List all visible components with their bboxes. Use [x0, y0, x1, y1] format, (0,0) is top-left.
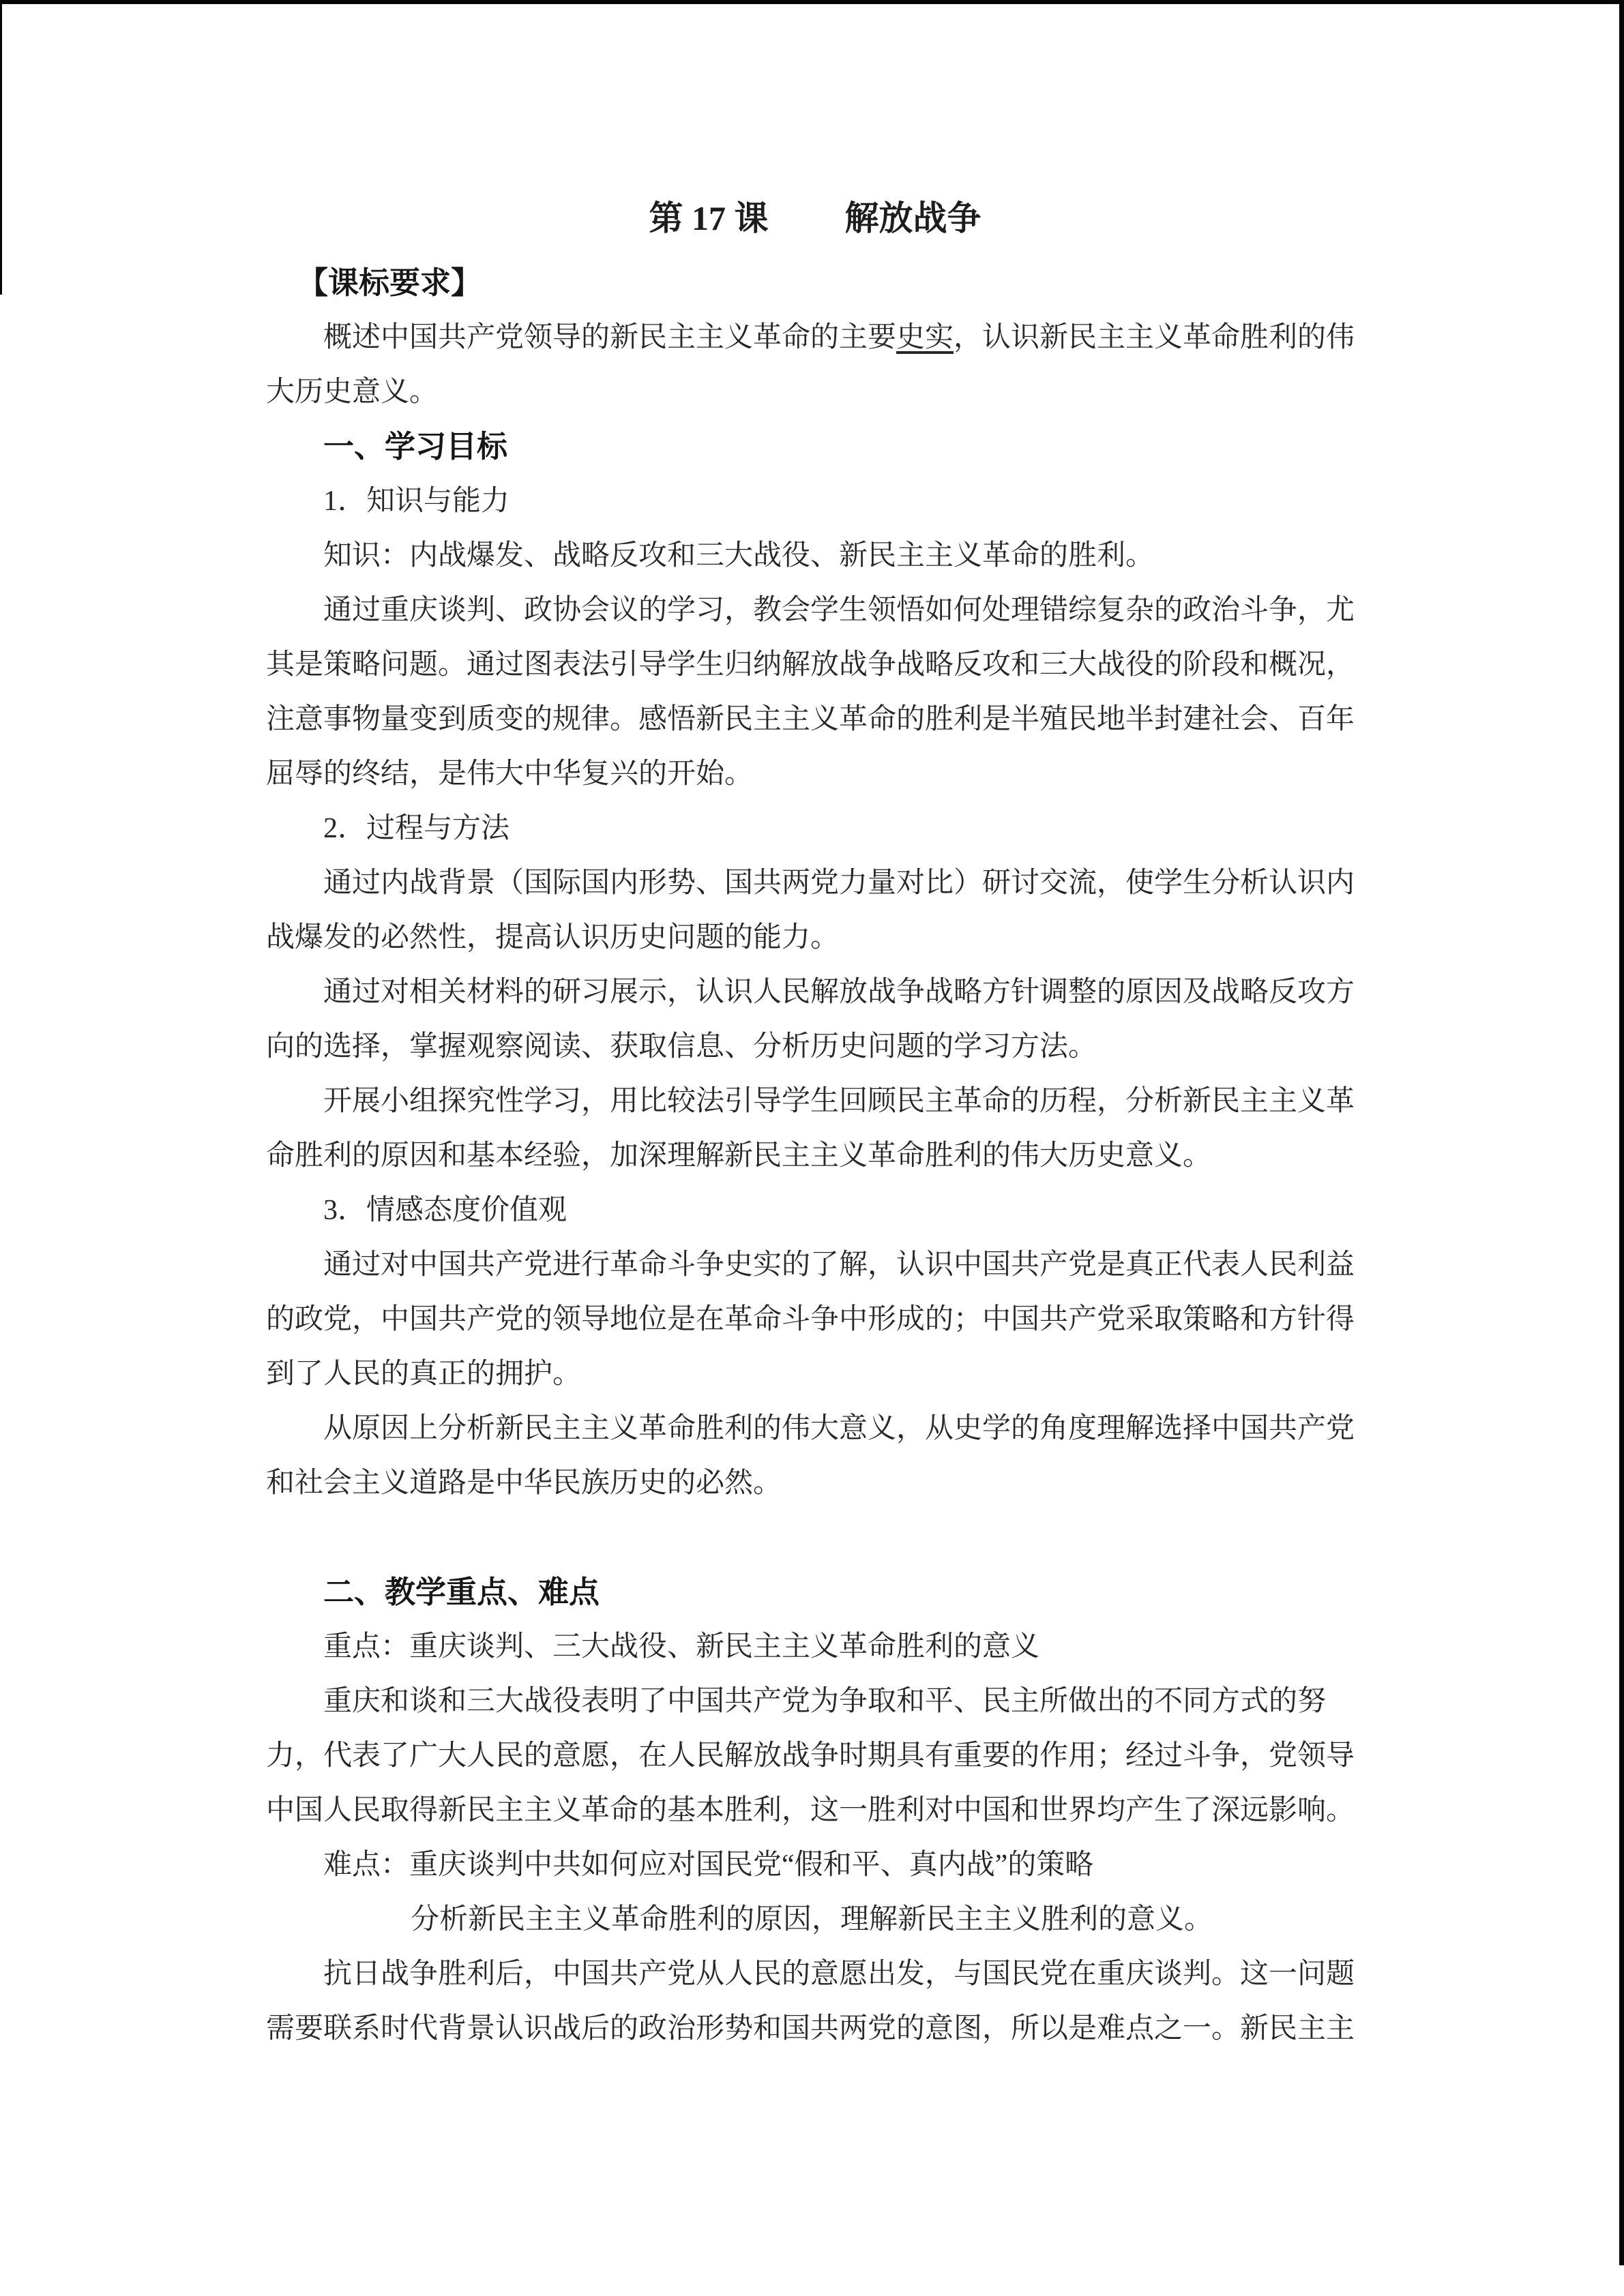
intro-paragraph-line-1: [266, 310, 1364, 365]
paragraph-line: 通过对中国共产党进行革命斗争史实的了解，认识中国共产党是真正代表人民利益: [323, 1249, 1355, 1281]
paragraph-line: 命胜利的原因和基本经验，加深理解新民主主义革命胜利的伟大历史意义。: [266, 1140, 1212, 1172]
intro-underlined-term: 史实: [896, 322, 954, 353]
scan-right-border: [1619, 0, 1624, 2265]
paragraph-line: 知识：内战爆发、战略反攻和三大战役、新民主主义革命的胜利。: [323, 540, 1155, 571]
intro-segment-2: ，认识新民主主义革命胜利的伟: [954, 322, 1355, 353]
paragraph-line: 中国人民取得新民主主义革命的基本胜利，这一胜利对中国和世界均产生了深远影响。: [266, 1795, 1355, 1826]
paragraph-line: 力，代表了广大人民的意愿，在人民解放战争时期具有重要的作用；经过斗争，党领导: [266, 1740, 1355, 1772]
scan-left-border: [0, 0, 2, 295]
paragraph-line: 和社会主义道路是中华民族历史的必然。: [266, 1467, 782, 1499]
intro-paragraph-line-2: 大历史意义。: [266, 376, 439, 408]
paragraph-line: 的政党，中国共产党的领导地位是在革命斗争中形成的；中国共产党采取策略和方针得: [266, 1304, 1355, 1335]
paragraph-line: 注意事物量变到质变的规律。感悟新民主主义革命的胜利是半殖民地半封建社会、百年: [266, 704, 1355, 735]
difficulty-line: 难点：重庆谈判中共如何应对国民党“假和平、真内战”的策略: [323, 1849, 1094, 1881]
paragraph-line: 开展小组探究性学习，用比较法引导学生回顾民主革命的历程，分析新民主主义革: [323, 1086, 1355, 1117]
focus-line: 重点：重庆谈判、三大战役、新民主主义革命胜利的意义: [323, 1631, 1040, 1663]
section-heading-learning-goals: 一、学习目标: [323, 430, 508, 464]
paragraph-line: 重庆和谈和三大战役表明了中国共产党为争取和平、民主所做出的不同方式的努: [323, 1686, 1327, 1717]
paragraph-line: 战爆发的必然性，提高认识历史问题的能力。: [266, 922, 840, 953]
section-heading-teaching-focus-difficulty: 二、教学重点、难点: [323, 1575, 600, 1609]
paragraph-line: 其是策略问题。通过图表法引导学生归纳解放战争战略反攻和三大战役的阶段和概况，: [266, 649, 1355, 681]
subheading-process-method: 2．过程与方法: [323, 813, 510, 844]
subheading-emotion-attitude-values: 3．情感态度价值观: [323, 1195, 567, 1226]
section-heading-curriculum-requirements: 【课标要求】: [297, 266, 482, 300]
paragraph-line: 通过对相关材料的研习展示，认识人民解放战争战略方针调整的原因及战略反攻方: [323, 976, 1355, 1008]
paragraph-line: 到了人民的真正的拥护。: [266, 1358, 582, 1390]
paragraph-line: 需要联系时代背景认识战后的政治形势和国共两党的意图，所以是难点之一。新民主主: [266, 2013, 1355, 2044]
scan-top-border: [0, 0, 1624, 4]
subheading-knowledge-ability: 1．知识与能力: [323, 486, 510, 517]
paragraph-line: 向的选择，掌握观察阅读、获取信息、分析历史问题的学习方法。: [266, 1031, 1097, 1062]
paragraph-line: 通过重庆谈判、政协会议的学习，教会学生领悟如何处理错综复杂的政治斗争，尤: [323, 595, 1355, 626]
lesson-title: [266, 191, 1364, 245]
paragraph-line: 抗日战争胜利后，中国共产党从人民的意愿出发，与国民党在重庆谈判。这一问题: [323, 1958, 1355, 1990]
paragraph-line: 通过内战背景（国际国内形势、国共两党力量对比）研讨交流，使学生分析认识内: [323, 867, 1355, 899]
intro-segment-1: 概述中国共产党领导的新民主主义革命的主要: [323, 322, 897, 353]
paragraph-line: 从原因上分析新民主主义革命胜利的伟大意义，从史学的角度理解选择中国共产党: [323, 1413, 1355, 1444]
lesson-number: 第 17 课: [649, 199, 769, 237]
paragraph-line: 屈辱的终结，是伟大中华复兴的开始。: [266, 758, 754, 790]
difficulty-line-2: 分析新民主主义革命胜利的原因，理解新民主主义胜利的意义。: [411, 1904, 1213, 1935]
lesson-name: 解放战争: [844, 199, 981, 237]
